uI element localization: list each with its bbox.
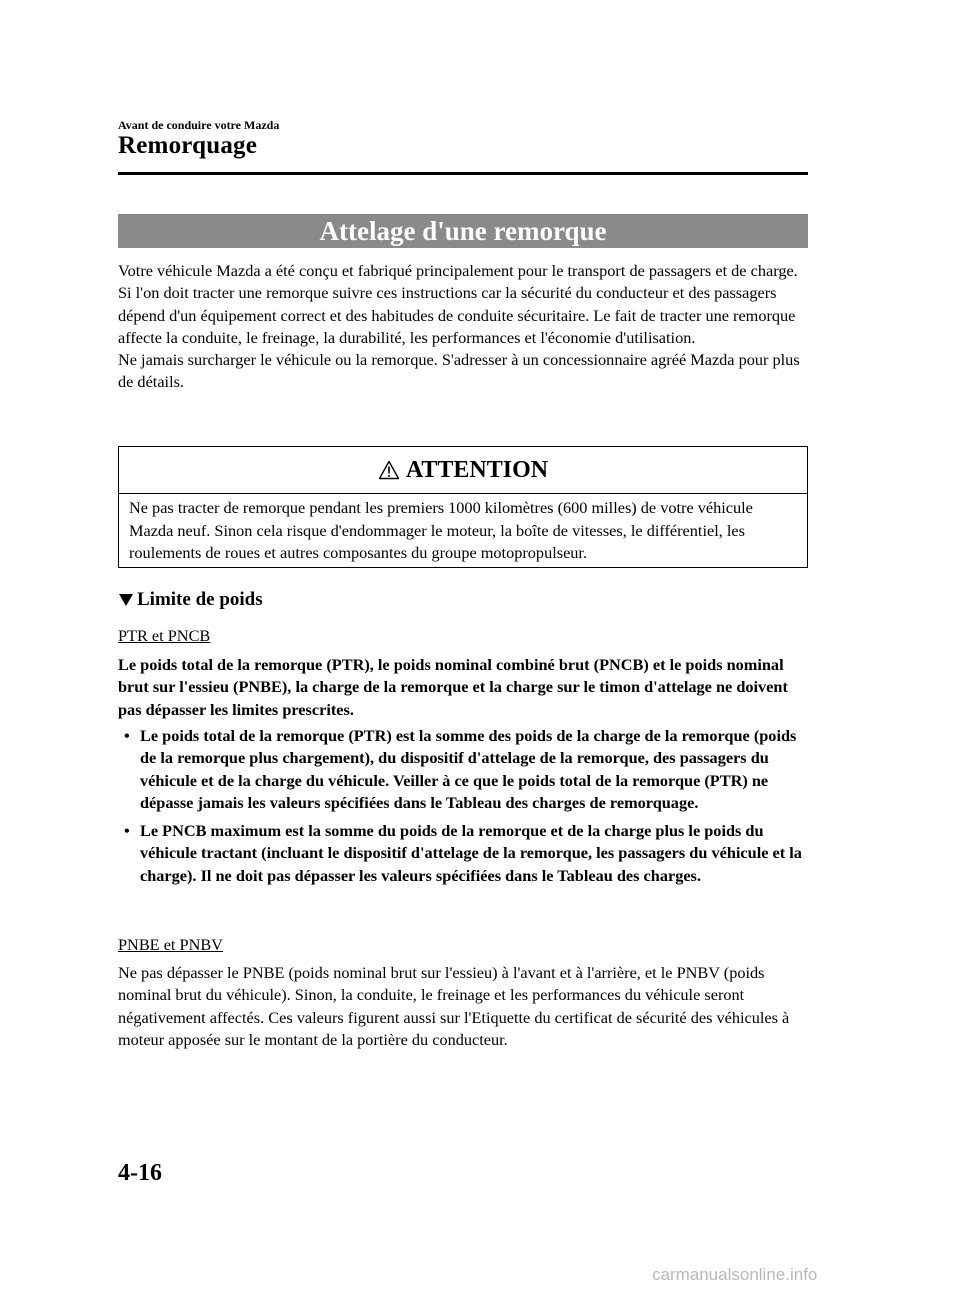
attention-box: [118, 446, 808, 568]
weight-limit-heading-text: Limite de poids: [137, 589, 263, 610]
list-item-text: Le poids total de la remorque (PTR) est la somme des poids de la charge de la remorque (poids de la remorque plus chargement), du dispositif d'attelage de la remorque, des passagers du véhicule et de la charge du véhicule. Veiller à ce que le poids total de la remorque (PTR) ne dépasse jamais les valeurs spécifiées dans le Tableau des charges de remorquage.: [140, 726, 797, 812]
intro-paragraph: Si l'on doit tracter une remorque suivre ces instructions car la sécurité du conducteur et des passagers dépend d'un équipement correct et des habitudes de conduite sécuritaire. Le fait de tracter une remorque affecte la conduite, le freinage, la durabilité, les performances et l'économie d'utilisation.: [118, 283, 796, 347]
list-item: [118, 725, 808, 814]
intro-paragraph: Ne jamais surcharger le véhicule ou la remorque. S'adresser à un concessionnaire agréé Mazda pour plus de détails.: [118, 350, 800, 392]
list-item: [118, 820, 808, 887]
intro-paragraph: Votre véhicule Mazda a été conçu et fabriqué principalement pour le transport de passagers et de charge.: [118, 261, 798, 280]
ptr-label: PTR et PNCB: [118, 626, 211, 645]
chapter-title: Remorquage: [118, 132, 258, 159]
list-item-text: Le PNCB maximum est la somme du poids de la remorque et de la charge plus le poids du véhicule tractant (incluant le dispositif d'attelage de la remorque, les passagers du véhicule et la charge). Il ne doit pas dépasser les valeurs spécifiées dans le Tableau des charges.: [140, 821, 802, 885]
breadcrumb: Avant de conduire votre Mazda: [118, 118, 280, 132]
bullet-symbol: •: [124, 821, 130, 841]
ptr-intro-paragraph: Le poids total de la remorque (PTR), le poids nominal combiné brut (PNCB) et le poids nominal brut sur l'essieu (PNBE), la charge de la remorque et la charge sur le timon d'attelage ne doivent pas dépasser les limites prescrites.: [118, 655, 788, 719]
pnbe-paragraph: Ne pas dépasser le PNBE (poids nominal brut sur l'essieu) à l'avant et à l'arrière, et le PNBV (poids nominal brut du véhicule). Sinon, la conduite, le freinage et les performances du véhicule seront négativement affectés. Ces valeurs figurent aussi sur l'Etiquette du certificat de sécurité des véhicules à moteur apposée sur le montant de la portière du conducteur.: [118, 963, 790, 1049]
chapter-divider: [118, 172, 808, 175]
ptr-bullet-list: [118, 725, 808, 887]
pnbe-label: PNBE et PNBV: [118, 935, 223, 954]
attention-title: ATTENTION: [405, 456, 549, 483]
attention-header: [119, 449, 807, 491]
bullet-symbol: •: [124, 726, 130, 745]
weight-limit-heading: [118, 589, 263, 611]
attention-text: Ne pas tracter de remorque pendant les premiers 1000 kilomètres (600 milles) de votre véhicule Mazda neuf. Sinon cela risque d'endommager le moteur, la boîte de vitesses, le différentiel, les roulements de roues et autres composantes du groupe motopropulseur.: [129, 498, 753, 562]
watermark-text: carmanualsonline.info: [652, 1265, 818, 1284]
section-title-banner: Attelage d'une remorque: [118, 214, 808, 248]
intro-text: [118, 260, 808, 394]
down-triangle-icon: [118, 593, 134, 607]
warning-triangle-icon: [378, 460, 400, 480]
page-number: 4-16: [118, 1160, 162, 1186]
attention-divider: [119, 493, 807, 494]
